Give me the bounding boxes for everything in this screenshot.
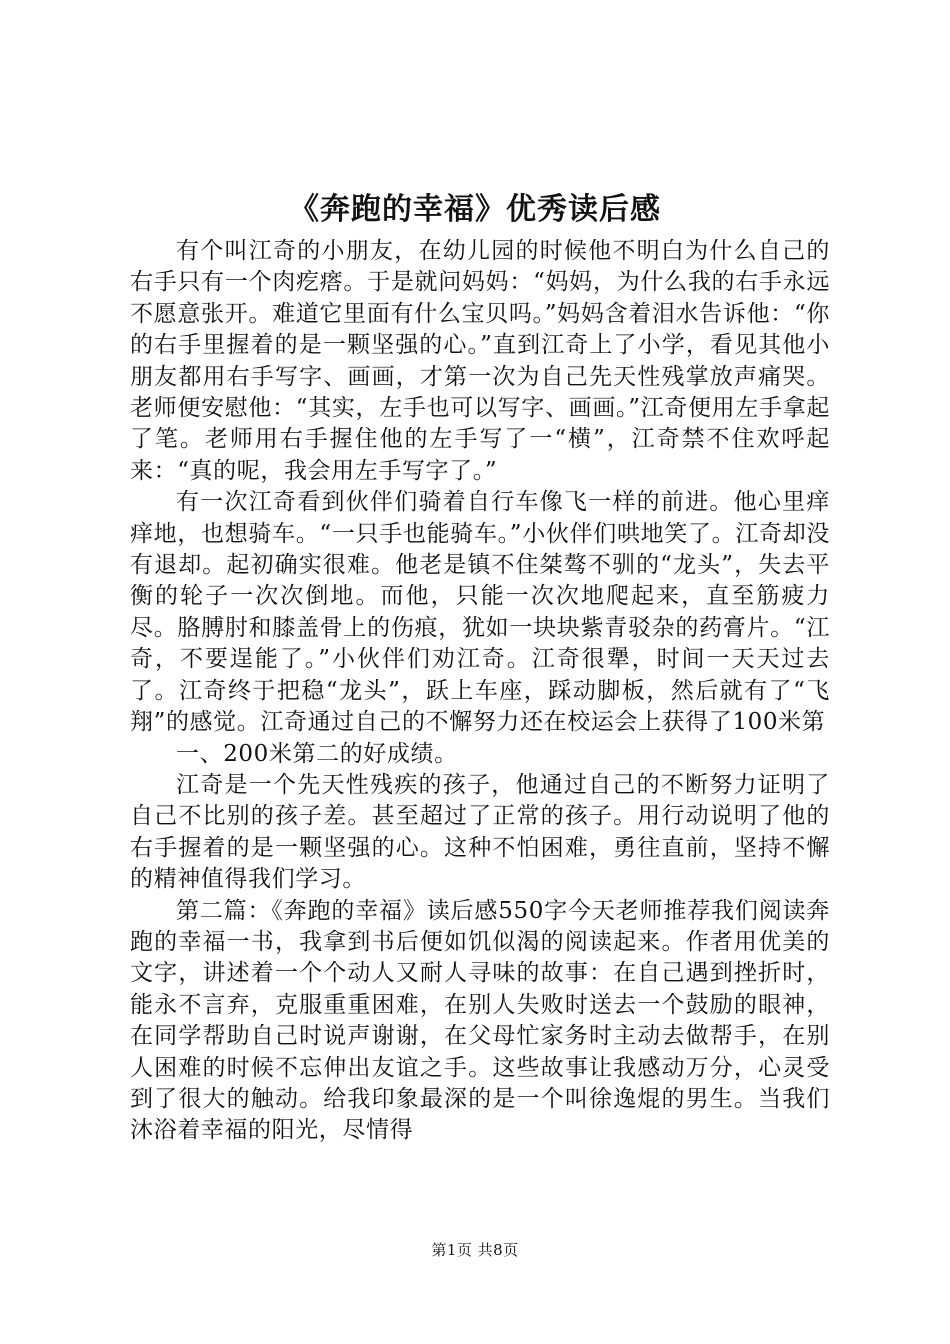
page-number-footer: 第1页 共8页 bbox=[431, 1241, 519, 1259]
paragraph-1: 有个叫江奇的小朋友，在幼儿园的时候他不明白为什么自己的右手只有一个肉疙瘩。于是就问妈妈：“妈妈，为什么我的右手永远不愿意张开。难道它里面有什么宝贝吗。”妈妈含着泪水告诉他：“你的右手里握着的是一颗坚强的心。”直到江奇上了小学，看见其他小朋友都用右手写字、画画，才第一次为自己先天性残掌放声痛哭。老师便安慰他：“其实，左手也可以写字、画画。”江奇便用左手拿起了笔。老师用右手握住他的左手写了一“横”，江奇禁不住欢呼起来：“真的呢，我会用左手写字了。” bbox=[130, 238, 830, 484]
paragraph-4: 江奇是一个先天性残疾的孩子，他通过自己的不断努力证明了自己不比别的孩子差。甚至超过了正常的孩子。用行动说明了他的右手握着的是一颗坚强的心。这种不怕困难，勇往直前，坚持不懈的精神值得我们学习。 bbox=[130, 771, 830, 893]
document-title: 《奔跑的幸福》优秀读后感 bbox=[289, 192, 661, 227]
paragraph-2: 有一次江奇看到伙伴们骑着自行车像飞一样的前进。他心里痒痒地，也想骑车。“一只手也能骑车。”小伙伴们哄地笑了。江奇却没有退却。起初确实很难。他老是镇不住桀骜不驯的“龙头”，失去平衡的轮子一次次倒地。而他，只能一次次地爬起来，直至筋疲力尽。胳膊肘和膝盖骨上的伤痕，犹如一块块紫青驳杂的药膏片。“江奇，不要逞能了。”小伙伴们劝江奇。江奇很犟，时间一天天过去了。江奇终于把稳“龙头”，跃上车座，踩动脚板，然后就有了“飞翔”的感觉。江奇通过自己的不懈努力还在校运会上获得了100米第 bbox=[130, 489, 830, 736]
document-body bbox=[130, 236, 830, 1147]
paragraph-3: 一、200米第二的好成绩。 bbox=[176, 740, 458, 767]
paragraph-5: 第二篇：《奔跑的幸福》读后感550字今天老师推荐我们阅读奔跑的幸福一书，我拿到书后便如饥似渴的阅读起来。作者用优美的文字，讲述着一个个动人又耐人寻味的故事：在自己遇到挫折时，能永不言弃，克服重重困难，在别人失败时送去一个鼓励的眼神，在同学帮助自己时说声谢谢，在父母忙家务时主动去做帮手，在别人困难的时候不忘伸出友谊之手。这些故事让我感动万分，心灵受到了很大的触动。给我印象最深的是一个叫徐逸焜的男生。当我们沐浴着幸福的阳光，尽情得 bbox=[130, 897, 830, 1144]
